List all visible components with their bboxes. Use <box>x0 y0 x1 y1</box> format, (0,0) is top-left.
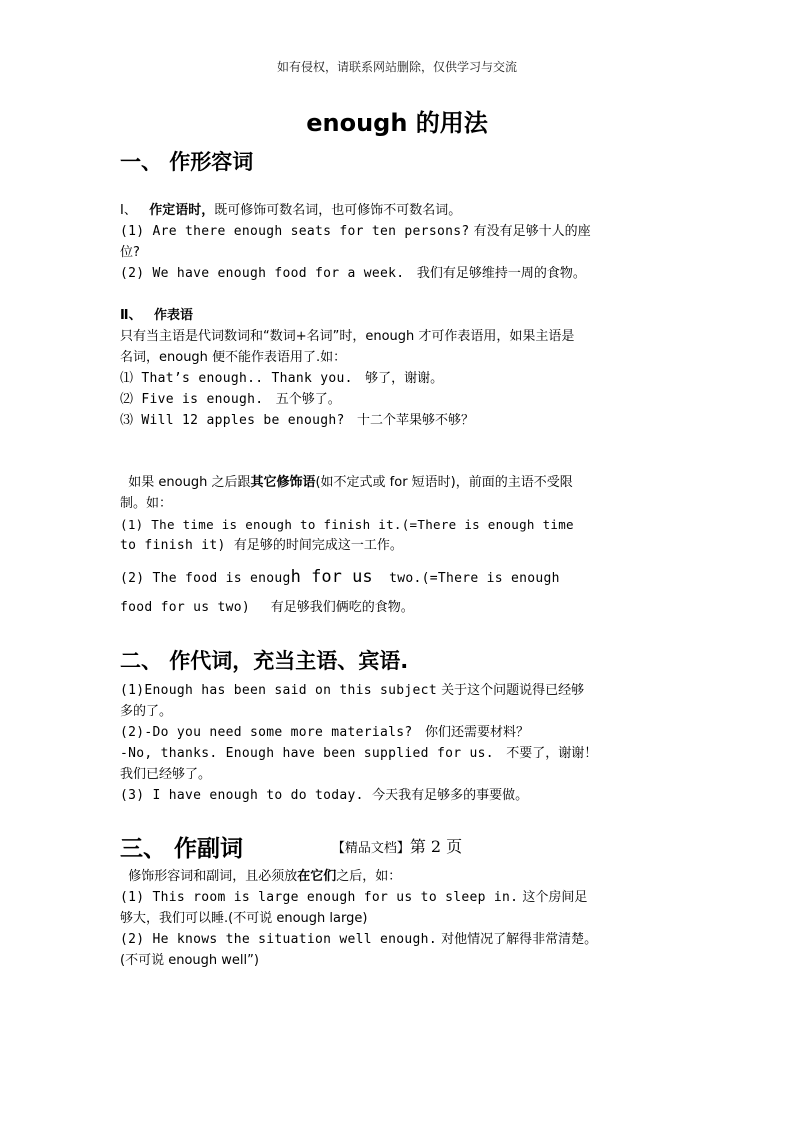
s3-example-2-cn-cont: (不可说 enough well”) <box>120 953 259 968</box>
example-7-part-c: two.(=There is enough <box>389 571 560 586</box>
example-3-en: ⑴ That’s enough.. Thank you. <box>120 371 353 386</box>
page-title: enough 的用法 <box>306 109 488 137</box>
s3-example-2-en: (2) He knows the situation well enough. <box>120 932 437 947</box>
sub1-bold: 作定语时， <box>149 203 215 218</box>
section-2-body <box>120 680 685 806</box>
section-2-heading: 二、 作代词，充当主语、宾语. <box>120 649 409 673</box>
example-5-en: ⑶ Will 12 apples be enough? <box>120 413 345 428</box>
sub2-label: Ⅱ、 <box>120 308 142 323</box>
s2-example-2-cn: 你们还需要材料？ <box>424 725 529 740</box>
s2-example-1-en: (1)Enough has been said on this subject <box>120 683 437 698</box>
rule-line-b: 名词，enough 便不能作表语用了.如： <box>120 350 347 365</box>
example-6-en: to finish it) <box>120 538 226 553</box>
s3-rule-pre: 修饰形容词和副词，且必须放 <box>128 869 298 884</box>
example-7-cn: 有足够我们俩吃的食物。 <box>270 600 414 615</box>
s2-example-3-cn: 今天我有足够多的事要做。 <box>372 788 529 803</box>
note-line-b: 制。如： <box>120 496 173 511</box>
s3-rule-bold: 在它们 <box>297 869 337 884</box>
section-3-body <box>120 866 685 971</box>
sub1-label: Ⅰ、 <box>120 203 137 218</box>
section-3-heading: 三、 作副词 <box>120 836 244 862</box>
example-7-part-a: (2) The food is enoug <box>120 571 291 586</box>
s3-rule-post: 之后，如： <box>336 869 402 884</box>
footer-tag: 【精品文档】 <box>331 841 410 856</box>
section-1-heading: 一、 作形容词 <box>120 150 254 174</box>
example-4-en: ⑵ Five is enough. <box>120 392 264 407</box>
example-7-en: food for us two) <box>120 600 251 615</box>
s3-example-1-en: (1) This room is large enough for us to sleep in. <box>120 890 519 905</box>
example-2-cn: 我们有足够维持一周的食物。 <box>416 266 586 281</box>
s2-example-3-en: (3) I have enough to do today. <box>120 788 364 803</box>
header-note: 如有侵权，请联系网站删除，仅供学习与交流 <box>276 60 517 74</box>
s2-example-2b-en: -No, thanks. Enough have been supplied for us. <box>120 746 494 761</box>
s2-example-1-cn: 关于这个问题说得已经够 <box>441 683 585 698</box>
s3-example-1-cn-cont: 够大，我们可以睡.(不可说 enough large) <box>120 911 368 926</box>
s2-example-2b-cn: 不要了，谢谢！ <box>506 746 598 761</box>
example-6-cn: 有足够的时间完成这一工作。 <box>233 538 403 553</box>
example-1-en: (1) Are there enough seats for ten persons? <box>120 224 470 239</box>
s2-example-2b-cn-cont: 我们已经够了。 <box>120 767 212 782</box>
note-bold: 其它修饰语 <box>250 475 316 490</box>
example-6-line1: (1) The time is enough to finish it.(=There is enough time <box>120 517 574 532</box>
s3-example-2-cn: 对他情况了解得非常清楚。 <box>441 932 598 947</box>
sub1-text: 既可修饰可数名词，也可修饰不可数名词。 <box>214 203 462 218</box>
rule-line-a: 只有当主语是代词数词和“数词+名词”时，enough 才可作表语用，如果主语是 <box>120 329 575 344</box>
note-post: (如不定式或 for 短语时)，前面的主语不受限 <box>315 475 573 490</box>
example-3-cn: 够了，谢谢。 <box>365 371 444 386</box>
section-1-example-7 <box>120 563 685 622</box>
note-pre: 如果 enough 之后跟 <box>128 475 251 490</box>
section-1-sub1 <box>120 200 685 284</box>
example-7-part-b: h for us <box>290 567 373 587</box>
s2-example-2-en: (2)-Do you need some more materials? <box>120 725 413 740</box>
example-2-en: (2) We have enough food for a week. <box>120 266 405 281</box>
example-4-cn: 五个够了。 <box>275 392 341 407</box>
sub2-bold: 作表语 <box>153 308 193 323</box>
page-footer <box>0 834 794 857</box>
example-1-cn-cont: 位? <box>120 245 140 260</box>
s2-example-1-cn-cont: 多的了。 <box>120 704 173 719</box>
example-1-cn: 有没有足够十人的座 <box>473 224 591 239</box>
s3-example-1-cn: 这个房间足 <box>522 890 588 905</box>
page-number: 第 2 页 <box>409 837 463 856</box>
section-1-note <box>120 472 685 556</box>
example-5-cn: 十二个苹果够不够？ <box>357 413 475 428</box>
section-1-sub2 <box>120 305 685 431</box>
